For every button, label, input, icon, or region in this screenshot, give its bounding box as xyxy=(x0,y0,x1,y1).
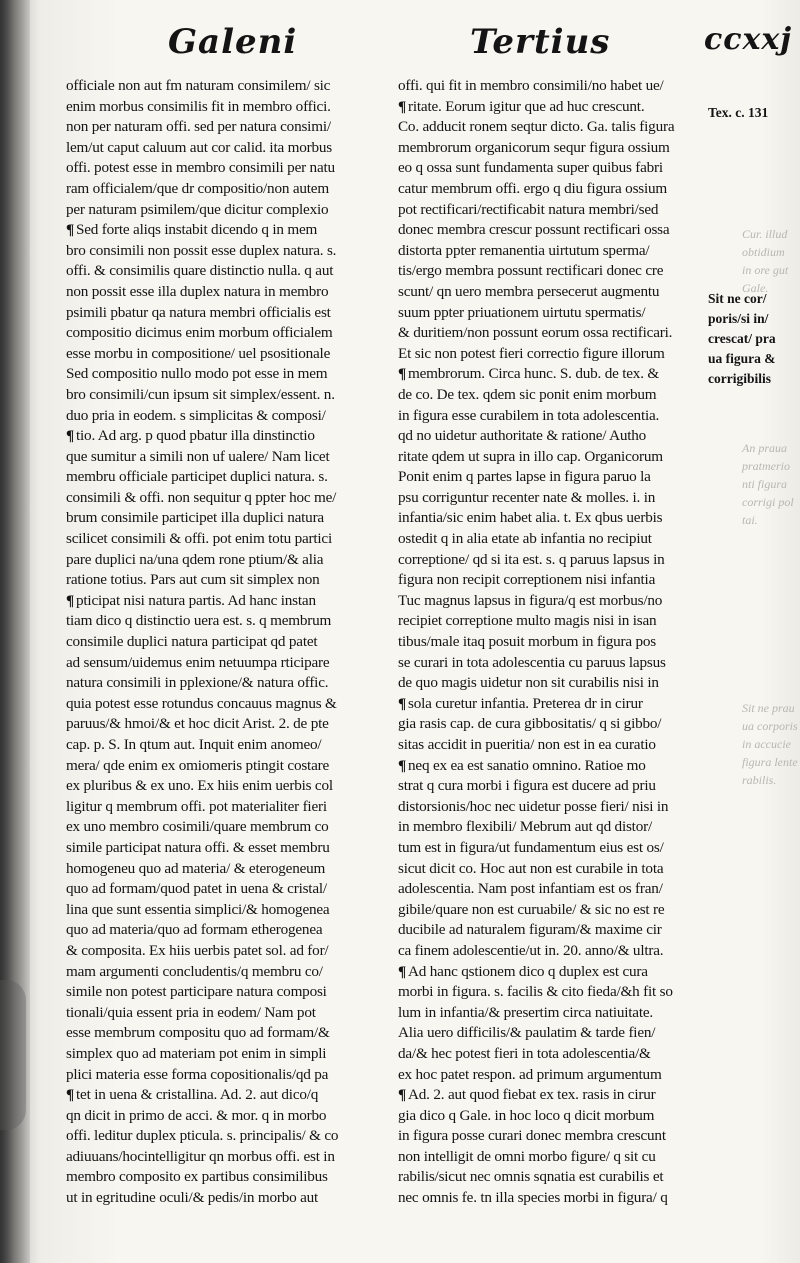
text-line xyxy=(398,426,704,447)
text-line xyxy=(398,653,704,674)
text-line xyxy=(66,158,384,179)
pilcrow-icon: ¶ xyxy=(398,365,407,383)
text-line xyxy=(66,879,384,900)
text-line xyxy=(66,920,384,941)
text-line-content: Sed compositio nullo modo pot esse in mem xyxy=(66,365,328,383)
text-line xyxy=(398,1003,704,1024)
text-line xyxy=(398,200,704,221)
text-line xyxy=(398,1044,704,1065)
text-line-content: Co. adducit ronem seqtur dicto. Ga. talis figura xyxy=(398,118,675,136)
text-line-content: scunt/ qn uero membra persecerut augmentu xyxy=(398,282,660,300)
text-line xyxy=(66,385,384,406)
text-line-content: paruus/& hmoi/& et hoc dicit Arist. 2. de pte xyxy=(66,715,329,733)
text-line-content: donec membra crescur possunt rectificari ossa xyxy=(398,221,670,239)
text-line-content: gia dico q Gale. in hoc loco q dicit morbum xyxy=(398,1106,655,1124)
text-line-content: non per naturam offi. sed per natura consimi/ xyxy=(66,118,331,136)
text-line xyxy=(66,797,384,818)
running-head-center: Tertius xyxy=(470,22,611,62)
show-through-note: corrigi pol xyxy=(742,495,794,509)
text-column-left xyxy=(66,76,384,1209)
show-through-note: in accucie xyxy=(742,737,791,751)
text-line xyxy=(66,138,384,159)
text-line xyxy=(398,982,704,1003)
text-line-content: quia potest esse rotundus concauus magnus & xyxy=(66,694,337,712)
pilcrow-icon: ¶ xyxy=(66,427,75,445)
text-line xyxy=(66,488,384,509)
text-line-content: per naturam psimilem/que dicitur complexio xyxy=(66,200,329,218)
text-line-content: quo ad formam/quod patet in uena & cristal/ xyxy=(66,880,327,898)
text-line xyxy=(66,1065,384,1086)
text-line-content: tis/ergo membra possunt rectificari donec cre xyxy=(398,262,664,280)
text-line xyxy=(66,117,384,138)
text-line-content: officiale non aut fm naturam consimilem/ sic xyxy=(66,77,331,94)
text-line-content: ostedit q in alia etate ab infantia no recipiut xyxy=(398,530,652,548)
text-line xyxy=(66,756,384,777)
text-line xyxy=(66,508,384,529)
text-line xyxy=(66,447,384,468)
text-line xyxy=(66,550,384,571)
text-line-content: bro consimili/cun ipsum sit simplex/essent. n. xyxy=(66,385,335,403)
text-line-content: in figura esse curabilem in tota adolescentia. xyxy=(398,406,660,424)
text-line xyxy=(398,776,704,797)
text-line-content: sola curetur infantia. Preterea dr in cirur xyxy=(408,694,643,712)
text-line-content: sicut dicit co. Hoc aut non est curabile in tota xyxy=(398,859,664,877)
text-line-content: simile participat natura offi. & esset membru xyxy=(66,838,330,856)
text-line-content: mera/ qde enim ex omiomeris ptingit costare xyxy=(66,756,330,774)
text-line xyxy=(66,323,384,344)
text-line-content: in figura posse curari donec membra crescunt xyxy=(398,1127,666,1145)
text-line xyxy=(398,920,704,941)
text-line xyxy=(398,447,704,468)
show-through-note: obtidium xyxy=(742,245,785,259)
text-line-content: Ad hanc qstionem dico q duplex est cura xyxy=(408,962,648,980)
text-line-content: adolescentia. Nam post infantiam est os fran/ xyxy=(398,880,663,898)
text-line-content: tionali/quia essent pria in eodem/ Nam pot xyxy=(66,1003,316,1021)
text-line xyxy=(398,879,704,900)
text-line xyxy=(398,817,704,838)
text-line xyxy=(398,797,704,818)
text-line-content: ligitur q membrum offi. pot materialiter fieri xyxy=(66,797,327,815)
text-column-right xyxy=(398,76,704,1209)
text-line-content: tum est in figura/ut fundamentum eius est os/ xyxy=(398,838,664,856)
text-line-content: psimili pbatur qa natura membri officialis est xyxy=(66,303,331,321)
text-line xyxy=(398,1085,704,1106)
text-line xyxy=(66,220,384,241)
text-line xyxy=(398,282,704,303)
text-line xyxy=(398,241,704,262)
pilcrow-icon: ¶ xyxy=(398,97,407,115)
text-line-content: offi. potest esse in membro consimili per natu xyxy=(66,159,335,177)
text-line xyxy=(398,735,704,756)
text-line xyxy=(66,1023,384,1044)
text-line-content: Ponit enim q partes lapse in figura paruo la xyxy=(398,468,651,486)
text-line xyxy=(66,673,384,694)
text-line xyxy=(398,859,704,880)
text-line-content: qd no uidetur authoritate & ratione/ Autho xyxy=(398,427,647,445)
text-line-content: consimile duplici natura participat qd patet xyxy=(66,633,318,651)
text-line xyxy=(398,1167,704,1188)
text-line-content: morbi in figura. s. facilis & cito fieda/&h fit so xyxy=(398,983,673,1001)
folio-number: ccxxj xyxy=(704,22,793,57)
text-line-content: offi. & consimilis quare distinctio nulla. q aut xyxy=(66,262,334,280)
text-line xyxy=(66,282,384,303)
text-line xyxy=(398,97,704,118)
text-line-content: tet in uena & cristallina. Ad. 2. aut dico/q xyxy=(76,1086,319,1104)
text-line xyxy=(398,900,704,921)
text-line xyxy=(66,1044,384,1065)
text-line-content: lum in infantia/& presertim circa natiuitate. xyxy=(398,1003,654,1021)
text-line xyxy=(66,200,384,221)
text-line-content: ad sensum/uidemus enim netuumpa rticipare xyxy=(66,653,330,671)
text-line xyxy=(398,508,704,529)
text-line xyxy=(398,570,704,591)
text-line-content: esse morbu in compositione/ uel psositionale xyxy=(66,344,331,362)
text-line-content: adiuuans/hocintelligitur qn morbus offi. est in xyxy=(66,1147,335,1165)
text-line xyxy=(66,344,384,365)
text-line-content: ducibile ad naturalem figuram/& maxime cir xyxy=(398,921,662,939)
text-line-content: Et sic non potest fieri correctio figure illorum xyxy=(398,344,665,362)
text-line xyxy=(398,220,704,241)
text-line-content: natura consimili in pplexione/& natura offic. xyxy=(66,674,329,692)
margin-note: crescat/ pra xyxy=(708,331,776,346)
text-line xyxy=(398,632,704,653)
running-head-left: Galeni xyxy=(168,22,298,62)
text-line xyxy=(398,117,704,138)
text-line xyxy=(66,426,384,447)
pilcrow-icon: ¶ xyxy=(398,1086,407,1104)
text-line-content: bro consimili non possit esse duplex natura. s. xyxy=(66,241,337,259)
text-line xyxy=(398,261,704,282)
text-line xyxy=(66,570,384,591)
text-line-content: quo ad materia/quo ad formam etherogenea xyxy=(66,921,323,939)
text-line xyxy=(398,591,704,612)
text-line-content: esse membrum compositu quo ad formam/& xyxy=(66,1024,330,1042)
text-line-content: compositio dicimus enim morbum officialem xyxy=(66,324,333,342)
text-line-content: non intelligit de omni morbo figure/ q sit cu xyxy=(398,1147,656,1165)
text-line-content: ut in egritudine oculi/& pedis/in morbo aut xyxy=(66,1189,319,1207)
show-through-note: pratmerio xyxy=(742,459,790,473)
text-line xyxy=(66,1126,384,1147)
text-line-content: infantia/sic enim habet alia. t. Ex qbus uerbis xyxy=(398,509,663,527)
show-through-note: figura lente xyxy=(742,755,798,769)
text-line xyxy=(398,179,704,200)
text-line-content: distorta ppter remanentia uirtutum sperma/ xyxy=(398,241,650,259)
text-line xyxy=(66,76,384,97)
text-line-content: & composita. Ex hiis uerbis patet sol. ad for/ xyxy=(66,941,329,959)
text-line-content: consimili & offi. non sequitur q ppter hoc me/ xyxy=(66,488,337,506)
text-line-content: ex pluribus & ex uno. Ex hiis enim uerbis col xyxy=(66,777,333,795)
text-line xyxy=(398,611,704,632)
text-line-content: plici materia esse forma copositionalis/qd pa xyxy=(66,1065,329,1083)
text-line-content: neq ex ea est sanatio omnino. Ratioe mo xyxy=(408,756,646,774)
text-line-content: simplex quo ad materiam pot enim in simpli xyxy=(66,1044,327,1062)
show-through-note: in ore gut xyxy=(742,263,789,277)
show-through-note: rabilis. xyxy=(742,773,777,787)
text-line xyxy=(66,406,384,427)
text-line-content: cap. p. S. In qtum aut. Inquit enim anomeo/ xyxy=(66,736,322,753)
text-line-content: psu corriguntur recenter nate & molles. i. in xyxy=(398,488,656,506)
text-line-content: ex hoc patet respon. ad primum argumentum xyxy=(398,1065,662,1083)
text-line xyxy=(398,694,704,715)
text-line xyxy=(66,653,384,674)
text-line-content: homogeneu quo ad materia/ & eterogeneum xyxy=(66,859,326,877)
text-line-content: brum consimile participet illa duplici natura xyxy=(66,509,324,527)
text-line-content: enim morbus consimilis fit in membro offici. xyxy=(66,97,331,115)
text-line xyxy=(66,1106,384,1127)
text-line-content: membrorum. Circa hunc. S. dub. de tex. & xyxy=(408,365,659,383)
text-line xyxy=(66,179,384,200)
text-line-content: da/& hec potest fieri in tota adolescentia/& xyxy=(398,1044,651,1062)
text-line-content: membrorum organicorum sequr figura ossium xyxy=(398,138,670,156)
pilcrow-icon: ¶ xyxy=(398,756,407,774)
text-line-content: ex uno membro cosimili/quare membrum co xyxy=(66,818,329,836)
text-line-content: offi. qui fit in membro consimili/no habet ue/ xyxy=(398,77,664,94)
show-through-note: Cur. illud xyxy=(742,227,788,241)
text-line-content: simile non potest participare natura composi xyxy=(66,983,327,1001)
text-line xyxy=(398,158,704,179)
text-line xyxy=(398,406,704,427)
text-line xyxy=(398,303,704,324)
text-line xyxy=(66,591,384,612)
text-line xyxy=(398,1065,704,1086)
text-line-content: de co. De tex. qdem sic ponit enim morbum xyxy=(398,385,657,403)
margin-note: Sit ne cor/ xyxy=(708,291,767,306)
text-line xyxy=(398,756,704,777)
text-line xyxy=(398,1188,704,1209)
text-line xyxy=(398,673,704,694)
text-line-content: que sumitur a simili non uf ualere/ Nam licet xyxy=(66,447,330,465)
text-line xyxy=(66,611,384,632)
margin-note: Tex. c. 131 xyxy=(708,105,769,120)
text-line-content: Sed forte aliqs instabit dicendo q in mem xyxy=(76,221,318,239)
margin-note: corrigibilis xyxy=(708,371,771,386)
text-line-content: duo pria in eodem. s simplicitas & composi/ xyxy=(66,406,326,424)
text-line-content: scilicet consimili & offi. pot enim totu partici xyxy=(66,530,332,548)
text-line xyxy=(66,1188,384,1209)
text-line xyxy=(398,76,704,97)
text-line xyxy=(398,323,704,344)
text-line xyxy=(398,467,704,488)
text-line-content: & duritiem/non possunt eorum ossa rectificari. xyxy=(398,324,673,342)
pilcrow-icon: ¶ xyxy=(66,591,75,609)
text-line-content: nec omnis fe. tn illa species morbi in figura/ q xyxy=(398,1189,668,1207)
text-line-content: offi. leditur duplex pticula. s. principalis/ & co xyxy=(66,1127,339,1145)
margin-note: ua figura & xyxy=(708,351,776,366)
text-line-content: ca finem adolescentie/ut in. 20. anno/& ultra. xyxy=(398,941,664,959)
text-line-content: pticipat nisi natura partis. Ad hanc instan xyxy=(76,591,316,609)
show-through-note: Sit ne prau xyxy=(742,701,795,715)
text-line xyxy=(398,962,704,983)
text-line-content: se curari in tota adolescentia cu paruus lapsus xyxy=(398,653,666,671)
text-line-content: mam argumenti concludentis/q membru co/ xyxy=(66,962,323,980)
text-line xyxy=(398,344,704,365)
text-line-content: pare duplici na/una qdem rone ptium/& alia xyxy=(66,550,324,568)
show-through-note: tai. xyxy=(742,513,758,527)
text-line-content: rabilis/sicut nec omnis sqnatia est curabilis et xyxy=(398,1168,664,1186)
text-line-content: tibus/male itaq posuit morbum in figura pos xyxy=(398,633,656,651)
text-line xyxy=(398,941,704,962)
text-line-content: gia rasis cap. de cura gibbositatis/ q si gibbo/ xyxy=(398,715,662,733)
text-line xyxy=(66,1003,384,1024)
text-line-content: lina que sunt essentia simplici/& homogenea xyxy=(66,900,330,918)
text-line xyxy=(66,859,384,880)
text-line xyxy=(398,138,704,159)
text-line xyxy=(66,900,384,921)
pilcrow-icon: ¶ xyxy=(66,1086,75,1104)
text-line xyxy=(66,303,384,324)
text-line-content: tio. Ad arg. p quod pbatur illa dinstinctio xyxy=(76,427,315,445)
text-line xyxy=(66,529,384,550)
text-line xyxy=(66,364,384,385)
text-line xyxy=(66,714,384,735)
text-line-content: Alia uero difficilis/& paulatim & tarde fien/ xyxy=(398,1024,656,1042)
text-line-content: recipiet correptione multo magis nisi in isan xyxy=(398,612,657,630)
text-line-content: membru officiale participet duplici natura. s. xyxy=(66,468,328,486)
text-line-content: Ad. 2. aut quod fiebat ex tex. rasis in cirur xyxy=(408,1086,656,1104)
page-smudge xyxy=(0,980,26,1130)
show-through-note: Gale. xyxy=(742,281,769,295)
show-through-note: An praua xyxy=(742,441,787,455)
text-line xyxy=(398,385,704,406)
text-line xyxy=(398,364,704,385)
text-line-content: Tuc magnus lapsus in figura/q est morbus/no xyxy=(398,591,663,609)
text-line-content: figura non recipit correptionem nisi infantia xyxy=(398,571,656,589)
text-line xyxy=(398,838,704,859)
text-line xyxy=(66,1167,384,1188)
text-line xyxy=(398,488,704,509)
show-through-note: ua corporis xyxy=(742,719,798,733)
text-line xyxy=(66,817,384,838)
text-line-content: pot rectificari/rectificabit natura membri/sed xyxy=(398,200,659,218)
text-line-content: ram officialem/que dr compositio/non autem xyxy=(66,179,329,197)
text-line-content: suum ppter priuationem uirtutu spermatis/ xyxy=(398,303,646,321)
text-line-content: strat q cura morbi i figura est ducere ad priu xyxy=(398,777,656,795)
text-line xyxy=(66,838,384,859)
text-line-content: membro composito ex partibus consimilibus xyxy=(66,1168,328,1186)
text-line xyxy=(66,1147,384,1168)
text-line xyxy=(398,550,704,571)
margin-note: poris/si in/ xyxy=(708,311,769,326)
text-line xyxy=(66,241,384,262)
text-line-content: lem/ut caput caluum aut cor calid. ita morbus xyxy=(66,138,332,156)
text-line-content: catur membrum offi. ergo q diu figura ossium xyxy=(398,179,668,197)
text-line-content: de quo magis uidetur non sit curabilis nisi in xyxy=(398,674,659,692)
text-line xyxy=(66,962,384,983)
text-line xyxy=(66,97,384,118)
text-line xyxy=(66,982,384,1003)
text-line xyxy=(398,1023,704,1044)
show-through-note: nti figura xyxy=(742,477,788,491)
text-line xyxy=(398,1126,704,1147)
text-line xyxy=(398,1147,704,1168)
pilcrow-icon: ¶ xyxy=(398,694,407,712)
text-line-content: eo q ossa sunt fundamenta super quibus fabri xyxy=(398,159,663,177)
text-line xyxy=(398,529,704,550)
text-line-content: ritate qdem ut supra in illo cap. Organicorum xyxy=(398,447,663,465)
text-line-content: gibile/quare non est curuabile/ & sic no est re xyxy=(398,900,665,918)
text-line-content: in membro flexibili/ Mebrum aut qd distor/ xyxy=(398,818,652,836)
text-line xyxy=(66,261,384,282)
text-line-content: distorsionis/hoc nec uidetur posse fieri/ nisi in xyxy=(398,797,669,815)
text-line-content: non possit esse illa duplex natura in membro xyxy=(66,282,329,300)
pilcrow-icon: ¶ xyxy=(398,962,407,980)
text-line-content: tiam dico q distinctio uera est. s. q membrum xyxy=(66,612,332,630)
text-line-content: ratione totius. Pars aut cum sit simplex non xyxy=(66,571,320,589)
pilcrow-icon: ¶ xyxy=(66,221,75,239)
text-line xyxy=(398,1106,704,1127)
text-line xyxy=(66,632,384,653)
text-line-content: sitas accidit in pueritia/ non est in ea curatio xyxy=(398,736,656,753)
text-line-content: correptione/ qd si ita est. s. q paruus lapsus in xyxy=(398,550,665,568)
text-line xyxy=(66,694,384,715)
text-line xyxy=(398,714,704,735)
text-line xyxy=(66,467,384,488)
text-line-content: qn dicit in primo de acci. & mor. q in morbo xyxy=(66,1106,327,1124)
text-line xyxy=(66,941,384,962)
text-line-content: ritate. Eorum igitur que ad huc crescunt. xyxy=(408,97,645,115)
text-line xyxy=(66,1085,384,1106)
text-line xyxy=(66,735,384,756)
text-line xyxy=(66,776,384,797)
